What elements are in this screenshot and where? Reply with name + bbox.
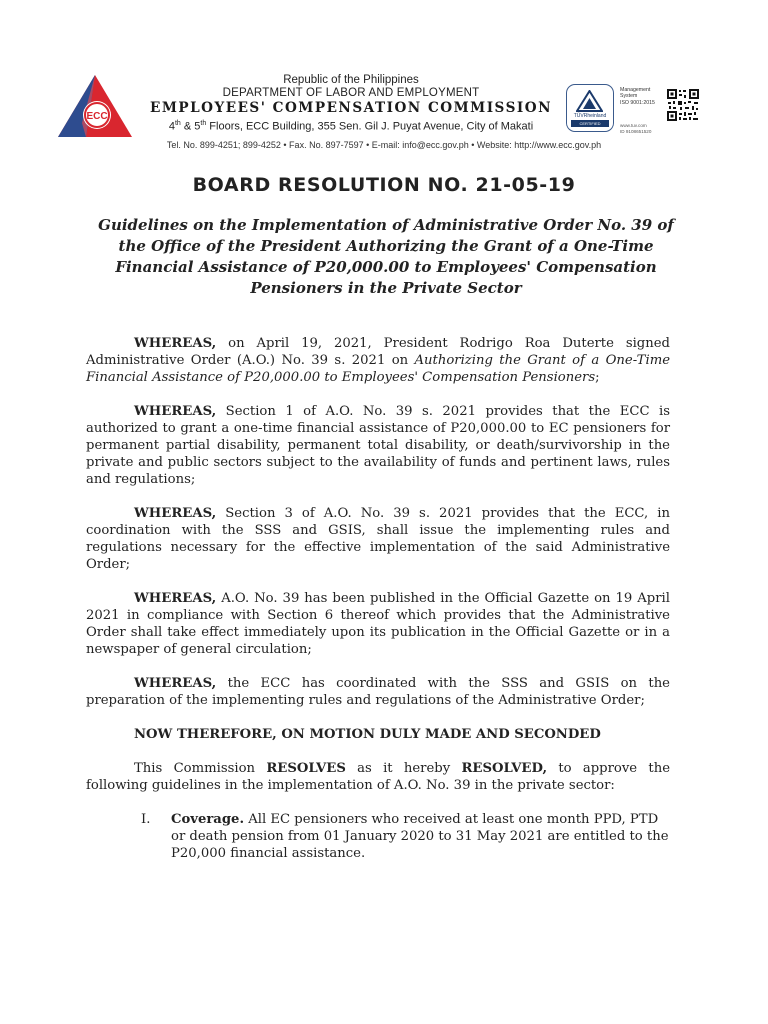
resolution-body xyxy=(86,335,670,862)
address-sup-2: th xyxy=(200,120,207,127)
letterhead xyxy=(145,74,557,134)
cert-side-line: ISO 9001:2015 xyxy=(620,99,655,106)
resolution-title: BOARD RESOLUTION NO. 21-05-19 xyxy=(192,174,576,196)
tuv-triangle-icon xyxy=(576,90,603,112)
cert-id-line: ID 9108651520 xyxy=(620,128,652,134)
paragraph-text: A.O. No. 39 has been published in the Official Gazette on 19 April 2021 in compliance with Section 6 thereof which provides that the Administrative Order shall take effect immediately upon its publication in the Official Gazette or in a newspaper of general circulation; xyxy=(86,591,670,657)
logo-text: ECC xyxy=(86,111,108,122)
resolves-paragraph xyxy=(86,760,670,794)
whereas-label: WHEREAS, xyxy=(134,591,217,606)
resolves-label: RESOLVES xyxy=(266,761,346,776)
address-sup-1: th xyxy=(174,120,181,127)
guideline-item-coverage xyxy=(86,811,670,862)
cert-id xyxy=(620,123,670,134)
commission-name: EMPLOYEES' COMPENSATION COMMISSION xyxy=(149,100,553,116)
paragraph-text: Section 1 of A.O. No. 39 s. 2021 provides that the ECC is authorized to grant a one-time financial assistance of P20,000.00 to EC pensioners for permanent partial disability, permanent total disability, or death/survivorship in the private and public sectors subject to the availability of funds and pertinent laws, rules and regulations; xyxy=(86,404,670,487)
item-heading: Coverage. xyxy=(171,812,245,827)
paragraph-text: Section 3 of A.O. No. 39 s. 2021 provides that the ECC, in coordination with the SSS and GSIS, shall issue the implementing rules and regulations necessary for the effective implementation of the said Administrative Order; xyxy=(86,506,670,572)
address-rest: Floors, ECC Building, 355 Sen. Gil J. Puyat Avenue, City of Makati xyxy=(209,120,534,133)
republic-line: Republic of the Philippines xyxy=(283,74,419,86)
whereas-paragraph-4 xyxy=(86,590,670,658)
qr-code-icon xyxy=(666,88,700,122)
cert-id-line: www.tuv.com xyxy=(620,123,647,128)
whereas-paragraph-2 xyxy=(86,403,670,488)
item-number: I. xyxy=(141,812,151,827)
address-and: & 5 xyxy=(183,120,201,133)
resolved-label: RESOLVED, xyxy=(461,761,548,776)
cert-standard xyxy=(620,87,670,106)
whereas-paragraph-1 xyxy=(86,335,670,386)
item-text: All EC pensioners who received at least one month PPD, PTD or death pension from 01 January 2020 to 31 May 2021 are entitled to the P20,000 financial assistance. xyxy=(171,812,669,861)
whereas-label: WHEREAS, xyxy=(134,336,217,351)
paragraph-text: the ECC has coordinated with the SSS and GSIS on the preparation of the implementing rules and regulations of the Administrative Order; xyxy=(86,676,670,708)
ecc-logo-icon xyxy=(56,73,134,139)
address-floor: 4 xyxy=(168,120,175,133)
office-address xyxy=(145,117,557,134)
cert-brand: TÜVRheinland xyxy=(573,113,607,119)
paragraph-text: ; xyxy=(595,370,600,385)
whereas-label: WHEREAS, xyxy=(134,404,217,419)
whereas-paragraph-3 xyxy=(86,505,670,573)
whereas-label: WHEREAS, xyxy=(134,506,217,521)
paragraph-text: to approve the following guidelines in the implementation of A.O. No. 39 in the private sector: xyxy=(86,761,670,793)
whereas-paragraph-5 xyxy=(86,675,670,709)
contact-line: Tel. No. 899-4251; 899-4252 • Fax. No. 897-7597 • E-mail: info@ecc.gov.ph • Website: http://www.ecc.gov.ph xyxy=(166,140,602,150)
cert-ribbon: CERTIFIED xyxy=(571,120,609,127)
paragraph-text: as it hereby xyxy=(345,761,462,776)
department-line: DEPARTMENT OF LABOR AND EMPLOYMENT xyxy=(222,87,480,99)
order-title-italic: Authorizing the Grant of a One-Time Financial Assistance of P20,000.00 to Employees' Compensation Pensioners xyxy=(86,353,670,385)
cert-side-line: Management xyxy=(620,87,651,93)
whereas-label: WHEREAS, xyxy=(134,676,217,691)
cert-side-line: System xyxy=(620,93,638,100)
paragraph-text: on April 19, 2021, President Rodrigo Roa Duterte signed Administrative Order (A.O.) No. 39 s. 2021 on xyxy=(86,336,670,368)
tuv-certification-badge xyxy=(566,84,614,132)
paragraph-text: This Commission xyxy=(134,761,267,776)
motion-heading: NOW THEREFORE, ON MOTION DULY MADE AND SECONDED xyxy=(134,727,601,742)
resolution-subtitle: Guidelines on the Implementation of Administrative Order No. 39 of the Office of the President Authorizing the Grant of a One-Time Financial Assistance of P20,000.00 to Employees' Compensation Pensioners in the Private Sector xyxy=(98,216,674,297)
